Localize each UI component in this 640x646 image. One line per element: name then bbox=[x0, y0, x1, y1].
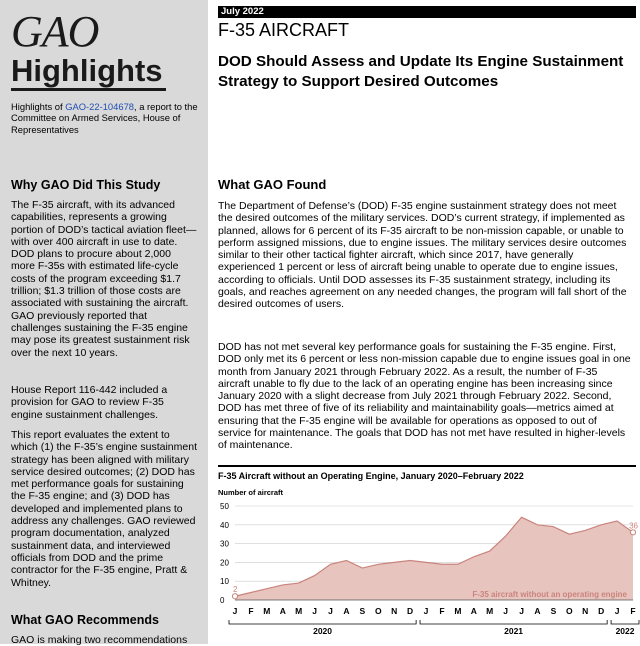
year-bracket bbox=[229, 620, 416, 624]
x-tick-label: D bbox=[598, 606, 605, 616]
x-tick-label: J bbox=[232, 606, 238, 616]
why-heading: Why GAO Did This Study bbox=[11, 178, 161, 192]
x-tick-label: M bbox=[263, 606, 271, 616]
intro-suffix: , a report to the Committee on Armed Services, House of Representatives bbox=[11, 101, 198, 135]
x-tick-label: J bbox=[312, 606, 317, 616]
why-paragraph-3: This report evaluates the extent to which (1) the F-35’s engine sustainment strategy has been aligned with military service desired outcomes; (2) DOD has met performance goals for sustaining the F-35 engine; and (3) DOD has developed and implemented plans to address any challenges. GAO reviewed program documentation, analyzed sustainment data, and interviewed officials from DOD and the prime contractor for the F-35 engine, Pratt & Whitney. bbox=[11, 429, 197, 589]
x-tick-label: A bbox=[343, 606, 350, 616]
found-paragraph-1: The Department of Defense’s (DOD) F-35 engine sustainment strategy does not meet the desired outcomes of the military services. DOD’s current strategy, if implemented as planned, allows for 6 percent of its F-35 aircraft to be non-mission capable, or unable to perform assigned missions, due to engine issues. The military services desire outcomes similar to their other tactical fighter aircraft, which since 2017, have generally experienced 1 percent or less of aircraft being unable to operate due to engine issues, according to officials. Until DOD assesses its F-35 sustainment strategy, including its goals, and reaches agreement on any needed changes, the program will fall short of the desired outcomes of users. bbox=[218, 200, 627, 311]
why-paragraph-1: The F-35 aircraft, with its advanced capabilities, represents a growing portion of DOD’s tactical aviation fleet—with over 400 aircraft in use to date. DOD plans to procure about 2,000 more F-35s with estimated life-cycle costs of the program exceeding $1.7 trillion; $1.3 trillion of those costs are associated with sustaining the aircraft. GAO previously reported that challenges sustaining the F-35 engine may pose its greatest sustainment risk over the next 10 years. bbox=[11, 199, 197, 359]
y-tick-label: 40 bbox=[220, 520, 229, 530]
y-tick-label: 50 bbox=[220, 502, 229, 511]
found-heading: What GAO Found bbox=[218, 177, 327, 192]
x-tick-label: J bbox=[519, 606, 524, 616]
x-tick-label: M bbox=[295, 606, 303, 616]
year-bracket bbox=[611, 620, 639, 624]
engine-chart bbox=[218, 496, 636, 644]
x-tick-label: J bbox=[614, 606, 620, 616]
x-tick-label: D bbox=[407, 606, 414, 616]
report-intro bbox=[11, 101, 201, 135]
report-number-link[interactable]: GAO-22-104678 bbox=[65, 101, 134, 112]
x-tick-label: J bbox=[328, 606, 333, 616]
x-tick-label: J bbox=[423, 606, 429, 616]
y-tick-label: 10 bbox=[220, 577, 229, 587]
x-tick-label: N bbox=[391, 606, 398, 616]
x-tick-label: M bbox=[454, 606, 462, 616]
y-tick-label: 30 bbox=[220, 539, 229, 549]
data-label: 36 bbox=[629, 521, 638, 531]
x-tick-label: A bbox=[534, 606, 541, 616]
x-tick-label: S bbox=[550, 606, 557, 616]
x-tick-label: F bbox=[439, 606, 445, 616]
report-subject: F-35 AIRCRAFT bbox=[218, 20, 350, 40]
data-point-marker bbox=[630, 530, 635, 535]
chart-y-axis-label: Number of aircraft bbox=[218, 488, 284, 497]
report-headline: DOD Should Assess and Update Its Engine Sustainment Strategy to Support Desired Outcomes bbox=[218, 53, 624, 90]
x-tick-label: F bbox=[630, 606, 636, 616]
gao-logo: GAO bbox=[11, 7, 99, 56]
x-tick-label: J bbox=[503, 606, 509, 616]
data-point-marker bbox=[232, 594, 237, 599]
x-tick-label: M bbox=[486, 606, 494, 616]
x-tick-label: A bbox=[279, 606, 286, 616]
x-tick-label: S bbox=[359, 606, 366, 616]
why-paragraph-2: House Report 116-442 included a provision for GAO to review F-35 engine sustainment challenges. bbox=[11, 384, 168, 421]
chart-top-rule bbox=[218, 465, 636, 467]
y-tick-label: 0 bbox=[220, 596, 225, 605]
year-label: 2022 bbox=[615, 626, 635, 636]
y-tick-label: 20 bbox=[220, 558, 229, 568]
recommends-heading: What GAO Recommends bbox=[11, 613, 159, 627]
intro-prefix: Highlights of bbox=[11, 101, 66, 112]
recommends-paragraph: GAO is making two recommendations bbox=[11, 634, 188, 646]
x-tick-label: F bbox=[248, 606, 254, 616]
x-tick-label: N bbox=[582, 606, 589, 616]
year-label: 2021 bbox=[504, 626, 524, 636]
highlights-title: Highlights bbox=[11, 53, 163, 88]
logo-underline bbox=[11, 88, 166, 91]
x-tick-label: A bbox=[470, 606, 477, 616]
x-tick-label: O bbox=[566, 606, 573, 616]
year-bracket bbox=[420, 620, 607, 624]
series-area bbox=[235, 517, 633, 600]
report-date: July 2022 bbox=[221, 6, 264, 17]
date-bar bbox=[218, 6, 636, 18]
series-label: F-35 aircraft without an operating engine bbox=[472, 590, 627, 599]
data-label: 2 bbox=[233, 585, 238, 595]
sidebar bbox=[0, 0, 208, 644]
chart-title: F-35 Aircraft without an Operating Engine, January 2020–February 2022 bbox=[218, 471, 524, 481]
x-tick-label: O bbox=[374, 606, 382, 616]
found-paragraph-2: DOD has not met several key performance goals for sustaining the F-35 engine. First, DOD only met its 6 percent or less non-mission capable due to engine issues goal in one month from January 2021 through February 2022. As a result, the number of F-35 aircraft unable to fly due to the lack of an operating engine has been increasing since January 2020 with a slight decrease from July 2021 through February 2022. Second, DOD has met three of five of its reliability and maintainability goals—metrics aimed at ensuring that the F-35 engine will be available for operations as opposed to out of service for maintenance. The goals that DOD has not met have resulted in higher-levels of maintenance. bbox=[218, 341, 631, 452]
year-label: 2020 bbox=[313, 626, 333, 636]
